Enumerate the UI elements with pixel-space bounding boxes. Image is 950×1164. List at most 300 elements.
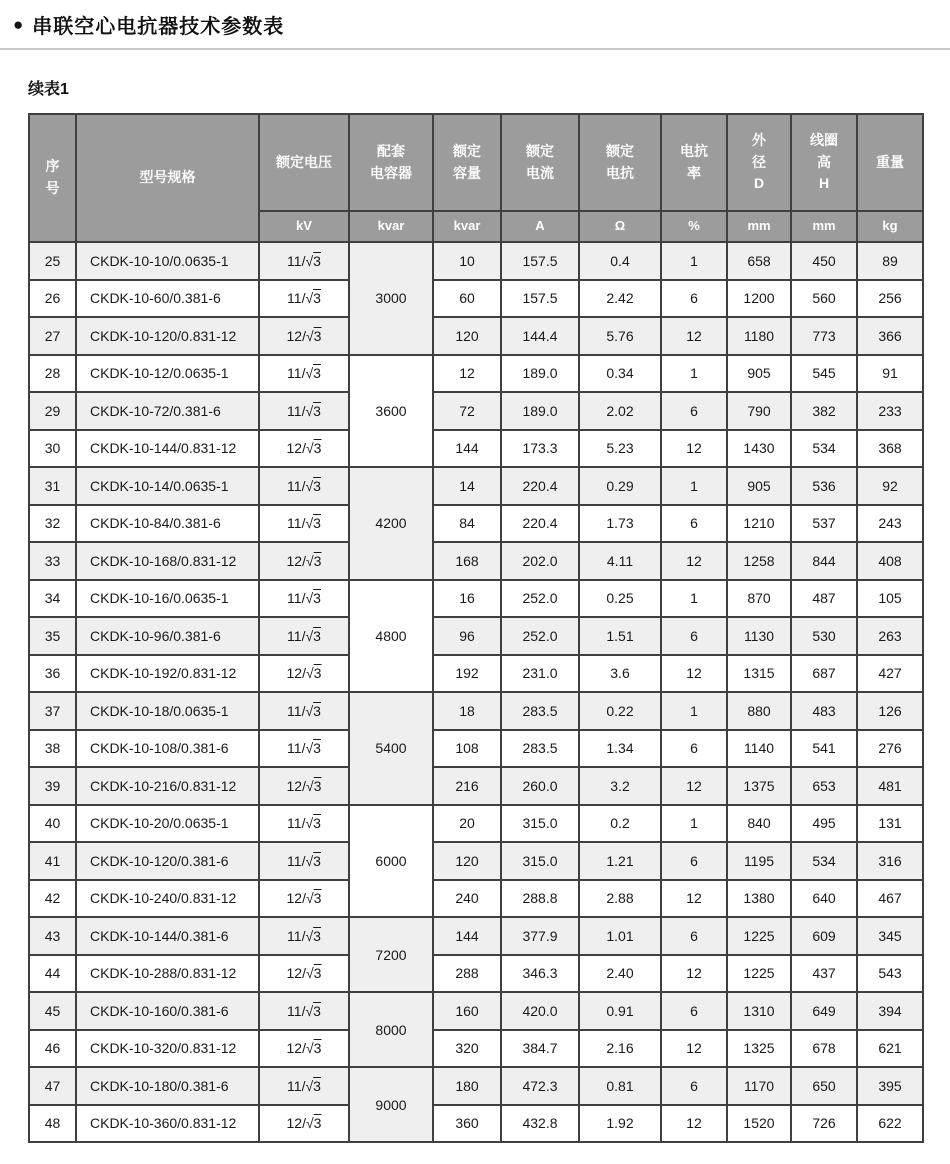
cell-rate: 6 [661,505,727,543]
cell-model: CKDK-10-10/0.0635-1 [76,242,259,280]
cell-capacity: 72 [433,392,501,430]
cell-no: 29 [29,392,76,430]
cell-diameter: 1195 [727,842,791,880]
cell-voltage: 12/√3 [259,430,349,468]
cell-rate: 12 [661,317,727,355]
cell-rate: 1 [661,805,727,843]
table-row [29,242,923,280]
cell-voltage: 11/√3 [259,730,349,768]
table-row [29,280,923,318]
cell-diameter: 840 [727,805,791,843]
cell-weight: 92 [857,467,923,505]
cell-reactance: 5.23 [579,430,661,468]
cell-diameter: 1170 [727,1067,791,1105]
cell-capacity: 180 [433,1067,501,1105]
cell-capacitor-group: 3600 [349,355,433,468]
cell-capacity: 108 [433,730,501,768]
cell-capacity: 240 [433,880,501,918]
cell-reactance: 0.34 [579,355,661,393]
column-header-model: 型号规格 [76,114,259,242]
cell-no: 32 [29,505,76,543]
table-row [29,917,923,955]
cell-weight: 256 [857,280,923,318]
cell-capacity: 20 [433,805,501,843]
column-unit-coil_height: mm [791,211,857,242]
cell-reactance: 2.42 [579,280,661,318]
cell-weight: 126 [857,692,923,730]
cell-rate: 12 [661,1030,727,1068]
cell-weight: 263 [857,617,923,655]
cell-voltage: 11/√3 [259,805,349,843]
cell-rate: 6 [661,992,727,1030]
cell-diameter: 905 [727,355,791,393]
cell-capacity: 16 [433,580,501,618]
cell-rate: 6 [661,917,727,955]
cell-reactance: 2.40 [579,955,661,993]
cell-no: 48 [29,1105,76,1143]
cell-current: 252.0 [501,580,579,618]
cell-diameter: 658 [727,242,791,280]
cell-no: 26 [29,280,76,318]
column-unit-capacitor: kvar [349,211,433,242]
cell-model: CKDK-10-320/0.831-12 [76,1030,259,1068]
cell-diameter: 1375 [727,767,791,805]
header-row-labels [29,114,923,211]
table-row [29,1105,923,1143]
cell-capacitor-group: 6000 [349,805,433,918]
cell-coil_height: 609 [791,917,857,955]
parameters-table [28,113,924,1143]
cell-current: 260.0 [501,767,579,805]
column-unit-current: A [501,211,579,242]
cell-no: 25 [29,242,76,280]
cell-weight: 233 [857,392,923,430]
cell-diameter: 1520 [727,1105,791,1143]
cell-model: CKDK-10-168/0.831-12 [76,542,259,580]
cell-coil_height: 536 [791,467,857,505]
cell-voltage: 12/√3 [259,542,349,580]
cell-model: CKDK-10-160/0.381-6 [76,992,259,1030]
cell-model: CKDK-10-20/0.0635-1 [76,805,259,843]
cell-capacitor-group: 4200 [349,467,433,580]
cell-diameter: 1130 [727,617,791,655]
cell-rate: 6 [661,730,727,768]
cell-reactance: 5.76 [579,317,661,355]
cell-rate: 6 [661,280,727,318]
cell-rate: 6 [661,842,727,880]
table-row [29,317,923,355]
cell-weight: 408 [857,542,923,580]
page-header [0,0,950,39]
cell-capacity: 168 [433,542,501,580]
cell-rate: 12 [661,655,727,693]
cell-weight: 621 [857,1030,923,1068]
cell-current: 283.5 [501,730,579,768]
table-row [29,1030,923,1068]
table-row [29,505,923,543]
page-title: 串联空心电抗器技术参数表 [32,16,285,38]
column-header-weight: 重量 [857,114,923,211]
column-unit-capacity: kvar [433,211,501,242]
cell-capacitor-group: 5400 [349,692,433,805]
title-divider [0,48,950,50]
cell-diameter: 1310 [727,992,791,1030]
cell-capacity: 60 [433,280,501,318]
cell-current: 252.0 [501,617,579,655]
cell-coil_height: 649 [791,992,857,1030]
cell-rate: 12 [661,542,727,580]
cell-model: CKDK-10-360/0.831-12 [76,1105,259,1143]
cell-reactance: 0.25 [579,580,661,618]
cell-diameter: 1225 [727,955,791,993]
cell-weight: 481 [857,767,923,805]
cell-diameter: 1258 [727,542,791,580]
cell-no: 27 [29,317,76,355]
cell-current: 202.0 [501,542,579,580]
cell-weight: 366 [857,317,923,355]
cell-model: CKDK-10-14/0.0635-1 [76,467,259,505]
cell-diameter: 880 [727,692,791,730]
cell-no: 46 [29,1030,76,1068]
column-header-capacitor: 配套 电容器 [349,114,433,211]
cell-current: 420.0 [501,992,579,1030]
cell-current: 288.8 [501,880,579,918]
table-row [29,1067,923,1105]
cell-coil_height: 495 [791,805,857,843]
cell-coil_height: 437 [791,955,857,993]
cell-rate: 6 [661,1067,727,1105]
cell-weight: 89 [857,242,923,280]
cell-voltage: 12/√3 [259,655,349,693]
cell-voltage: 11/√3 [259,842,349,880]
bullet-icon: ● [13,15,24,34]
cell-current: 220.4 [501,505,579,543]
cell-coil_height: 534 [791,430,857,468]
column-unit-rate: % [661,211,727,242]
cell-weight: 622 [857,1105,923,1143]
cell-model: CKDK-10-288/0.831-12 [76,955,259,993]
table-row [29,992,923,1030]
cell-coil_height: 560 [791,280,857,318]
cell-no: 47 [29,1067,76,1105]
cell-no: 44 [29,955,76,993]
cell-rate: 12 [661,430,727,468]
cell-reactance: 0.81 [579,1067,661,1105]
table-row [29,880,923,918]
cell-model: CKDK-10-60/0.381-6 [76,280,259,318]
cell-no: 39 [29,767,76,805]
cell-current: 157.5 [501,242,579,280]
cell-coil_height: 530 [791,617,857,655]
cell-capacity: 320 [433,1030,501,1068]
cell-voltage: 11/√3 [259,917,349,955]
cell-no: 36 [29,655,76,693]
cell-reactance: 0.91 [579,992,661,1030]
cell-model: CKDK-10-16/0.0635-1 [76,580,259,618]
cell-diameter: 1210 [727,505,791,543]
cell-current: 189.0 [501,355,579,393]
cell-no: 30 [29,430,76,468]
cell-voltage: 12/√3 [259,955,349,993]
cell-diameter: 1430 [727,430,791,468]
cell-weight: 345 [857,917,923,955]
cell-capacity: 360 [433,1105,501,1143]
cell-capacity: 144 [433,430,501,468]
cell-current: 231.0 [501,655,579,693]
cell-no: 33 [29,542,76,580]
column-header-coil_height: 线圈 高 H [791,114,857,211]
table-row [29,542,923,580]
cell-model: CKDK-10-108/0.381-6 [76,730,259,768]
cell-model: CKDK-10-180/0.381-6 [76,1067,259,1105]
cell-model: CKDK-10-216/0.831-12 [76,767,259,805]
cell-weight: 131 [857,805,923,843]
cell-coil_height: 541 [791,730,857,768]
cell-diameter: 870 [727,580,791,618]
cell-rate: 12 [661,880,727,918]
cell-current: 144.4 [501,317,579,355]
cell-capacitor-group: 7200 [349,917,433,992]
cell-diameter: 1140 [727,730,791,768]
cell-reactance: 1.51 [579,617,661,655]
cell-voltage: 12/√3 [259,767,349,805]
cell-coil_height: 653 [791,767,857,805]
cell-coil_height: 650 [791,1067,857,1105]
cell-reactance: 0.22 [579,692,661,730]
cell-capacity: 144 [433,917,501,955]
table-row [29,767,923,805]
cell-model: CKDK-10-120/0.831-12 [76,317,259,355]
column-unit-reactance: Ω [579,211,661,242]
cell-capacity: 10 [433,242,501,280]
column-unit-voltage: kV [259,211,349,242]
cell-diameter: 1325 [727,1030,791,1068]
cell-capacity: 120 [433,842,501,880]
cell-current: 173.3 [501,430,579,468]
cell-coil_height: 844 [791,542,857,580]
cell-rate: 1 [661,242,727,280]
column-header-rate: 电抗 率 [661,114,727,211]
cell-model: CKDK-10-84/0.381-6 [76,505,259,543]
cell-current: 189.0 [501,392,579,430]
table-row [29,692,923,730]
cell-voltage: 11/√3 [259,280,349,318]
cell-coil_height: 487 [791,580,857,618]
table-row [29,392,923,430]
cell-capacity: 288 [433,955,501,993]
cell-coil_height: 687 [791,655,857,693]
cell-coil_height: 537 [791,505,857,543]
cell-capacity: 160 [433,992,501,1030]
cell-model: CKDK-10-12/0.0635-1 [76,355,259,393]
cell-current: 432.8 [501,1105,579,1143]
cell-rate: 1 [661,692,727,730]
cell-voltage: 11/√3 [259,692,349,730]
cell-no: 40 [29,805,76,843]
cell-capacity: 120 [433,317,501,355]
cell-coil_height: 678 [791,1030,857,1068]
cell-current: 384.7 [501,1030,579,1068]
cell-no: 42 [29,880,76,918]
cell-voltage: 12/√3 [259,880,349,918]
cell-coil_height: 483 [791,692,857,730]
cell-capacity: 84 [433,505,501,543]
cell-current: 283.5 [501,692,579,730]
table-row [29,655,923,693]
cell-no: 45 [29,992,76,1030]
cell-reactance: 4.11 [579,542,661,580]
cell-capacity: 216 [433,767,501,805]
table-row [29,467,923,505]
cell-voltage: 11/√3 [259,1067,349,1105]
cell-current: 315.0 [501,805,579,843]
cell-no: 35 [29,617,76,655]
cell-rate: 1 [661,467,727,505]
cell-diameter: 905 [727,467,791,505]
cell-diameter: 1380 [727,880,791,918]
cell-voltage: 11/√3 [259,505,349,543]
column-header-capacity: 额定 容量 [433,114,501,211]
cell-capacitor-group: 9000 [349,1067,433,1142]
cell-model: CKDK-10-18/0.0635-1 [76,692,259,730]
cell-rate: 1 [661,355,727,393]
cell-weight: 276 [857,730,923,768]
cell-rate: 6 [661,392,727,430]
cell-capacitor-group: 4800 [349,580,433,693]
cell-weight: 105 [857,580,923,618]
cell-voltage: 11/√3 [259,992,349,1030]
cell-reactance: 1.21 [579,842,661,880]
cell-no: 38 [29,730,76,768]
table-row [29,805,923,843]
cell-reactance: 0.4 [579,242,661,280]
column-unit-diameter: mm [727,211,791,242]
table-row [29,842,923,880]
cell-voltage: 11/√3 [259,355,349,393]
cell-weight: 243 [857,505,923,543]
cell-weight: 427 [857,655,923,693]
cell-rate: 6 [661,617,727,655]
column-header-no: 序 号 [29,114,76,242]
cell-voltage: 11/√3 [259,580,349,618]
cell-rate: 12 [661,1105,727,1143]
cell-reactance: 2.02 [579,392,661,430]
cell-capacity: 96 [433,617,501,655]
cell-current: 157.5 [501,280,579,318]
column-header-voltage: 额定电压 [259,114,349,211]
cell-weight: 316 [857,842,923,880]
cell-voltage: 12/√3 [259,317,349,355]
cell-rate: 12 [661,767,727,805]
table-row [29,580,923,618]
cell-reactance: 2.16 [579,1030,661,1068]
cell-reactance: 2.88 [579,880,661,918]
cell-reactance: 1.92 [579,1105,661,1143]
cell-voltage: 12/√3 [259,1030,349,1068]
cell-coil_height: 450 [791,242,857,280]
cell-model: CKDK-10-240/0.831-12 [76,880,259,918]
cell-weight: 394 [857,992,923,1030]
column-header-current: 额定 电流 [501,114,579,211]
cell-no: 34 [29,580,76,618]
cell-weight: 395 [857,1067,923,1105]
column-unit-weight: kg [857,211,923,242]
cell-model: CKDK-10-144/0.381-6 [76,917,259,955]
cell-reactance: 0.2 [579,805,661,843]
table-row [29,355,923,393]
cell-weight: 91 [857,355,923,393]
cell-reactance: 1.34 [579,730,661,768]
cell-diameter: 790 [727,392,791,430]
cell-no: 31 [29,467,76,505]
cell-voltage: 11/√3 [259,392,349,430]
cell-coil_height: 382 [791,392,857,430]
cell-current: 220.4 [501,467,579,505]
cell-model: CKDK-10-96/0.381-6 [76,617,259,655]
table-row [29,955,923,993]
cell-capacitor-group: 8000 [349,992,433,1067]
cell-no: 41 [29,842,76,880]
cell-voltage: 11/√3 [259,617,349,655]
cell-weight: 467 [857,880,923,918]
cell-current: 472.3 [501,1067,579,1105]
cell-capacitor-group: 3000 [349,242,433,355]
cell-weight: 543 [857,955,923,993]
cell-capacity: 192 [433,655,501,693]
column-header-reactance: 额定 电抗 [579,114,661,211]
cell-model: CKDK-10-192/0.831-12 [76,655,259,693]
cell-reactance: 0.29 [579,467,661,505]
table-row [29,430,923,468]
cell-reactance: 1.73 [579,505,661,543]
cell-model: CKDK-10-144/0.831-12 [76,430,259,468]
table-header [29,114,923,242]
cell-voltage: 12/√3 [259,1105,349,1143]
cell-coil_height: 726 [791,1105,857,1143]
cell-diameter: 1315 [727,655,791,693]
cell-capacity: 14 [433,467,501,505]
cell-reactance: 3.6 [579,655,661,693]
cell-coil_height: 545 [791,355,857,393]
cell-current: 346.3 [501,955,579,993]
cell-current: 377.9 [501,917,579,955]
cell-voltage: 11/√3 [259,242,349,280]
column-header-diameter: 外 径 D [727,114,791,211]
cell-diameter: 1180 [727,317,791,355]
cell-current: 315.0 [501,842,579,880]
table-continuation-label: 续表1 [28,81,69,98]
cell-model: CKDK-10-120/0.381-6 [76,842,259,880]
cell-reactance: 3.2 [579,767,661,805]
cell-rate: 1 [661,580,727,618]
cell-no: 43 [29,917,76,955]
cell-diameter: 1200 [727,280,791,318]
cell-no: 28 [29,355,76,393]
cell-diameter: 1225 [727,917,791,955]
cell-capacity: 12 [433,355,501,393]
table-row [29,617,923,655]
cell-voltage: 11/√3 [259,467,349,505]
cell-rate: 12 [661,955,727,993]
cell-coil_height: 640 [791,880,857,918]
cell-no: 37 [29,692,76,730]
cell-weight: 368 [857,430,923,468]
table-body [29,242,923,1142]
table-row [29,730,923,768]
cell-capacity: 18 [433,692,501,730]
cell-model: CKDK-10-72/0.381-6 [76,392,259,430]
cell-coil_height: 773 [791,317,857,355]
